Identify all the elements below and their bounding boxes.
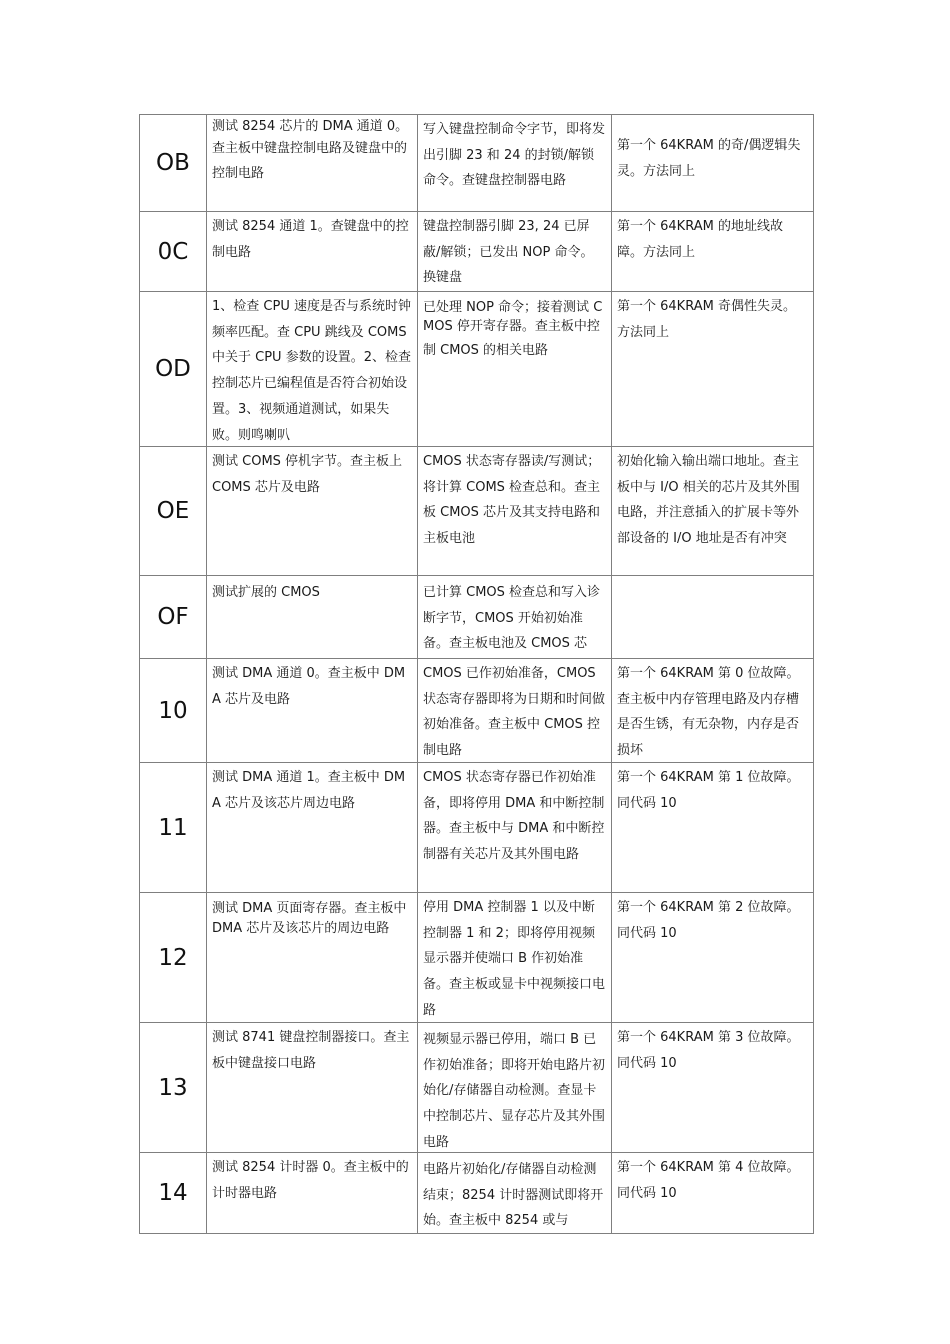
action-cell — [418, 763, 612, 893]
fault-cell — [612, 115, 814, 212]
table-row — [140, 576, 814, 659]
test-cell — [207, 447, 418, 576]
fault-cell — [612, 1023, 814, 1153]
table-row — [140, 447, 814, 576]
post-code: OF — [140, 576, 207, 659]
test-cell — [207, 1023, 418, 1153]
table-row — [140, 115, 814, 212]
fault-cell — [612, 212, 814, 292]
test-line: A 芯片及该芯片周边电路 — [212, 795, 356, 811]
action-line: 写入键盘控制命令字节，即将发出引脚 23 和 24 的封锁/解锁命令。查键盘控制器电路 — [423, 122, 606, 189]
table-row — [140, 1023, 814, 1153]
action-cell — [418, 1023, 612, 1153]
action-cell — [418, 659, 612, 763]
action-line: 视频显示器已停用，端口 B 已作初始准备；即将开始电路片初始化/存储器自动检测。查显卡中控制芯片、显存芯片及其外围电路 — [423, 1032, 606, 1150]
fault-line: 第一个 64KRAM 奇偶性失灵。方法同上 — [617, 299, 796, 340]
test-line: 测试 8254 通道 1。查键盘中的控制电路 — [212, 219, 409, 260]
test-line: 测试 8254 芯片的 DMA 通道 0。 — [212, 119, 409, 134]
post-code: OD — [140, 292, 207, 447]
fault-line: 第一个 64KRAM 第 3 位故障。同代码 10 — [617, 1030, 800, 1071]
post-code: 0C — [140, 212, 207, 292]
action-line: 已计算 CMOS 检查总和写入诊断字节，CMOS 开始初始准备。查主板电池及 CMOS 芯 — [423, 585, 601, 652]
action-line: 停用 DMA 控制器 1 以及中断控制器 1 和 2；即将停用视频显示器并使端口 B 作初始准备。查主板或显卡中视频接口电路 — [423, 900, 606, 1018]
test-line: A 芯片及电路 — [212, 691, 291, 707]
action-cell — [418, 212, 612, 292]
test-cell — [207, 292, 418, 447]
test-line: 测试 8254 计时器 0。查主板中的计时器电路 — [212, 1160, 409, 1201]
fault-cell — [612, 447, 814, 576]
post-code: 11 — [140, 763, 207, 893]
action-line: 制 CMOS 的相关电路 — [423, 343, 549, 358]
action-line: 电路片初始化/存储器自动检测结束；8254 计时器测试即将开始。查主板中 8254 或与 — [423, 1162, 604, 1229]
test-cell — [207, 893, 418, 1023]
fault-cell — [612, 292, 814, 447]
test-line: 测试 DMA 通道 0。查主板中 DM — [212, 666, 406, 681]
test-line: 1、检查 CPU 速度是否与系统时钟频率匹配。查 CPU 跳线及 COMS 中关于 CPU 参数的设置。2、检查控制芯片已编程值是否符合初始设置。3、视频通道测试，如果失败。则鸣喇叭 — [212, 299, 411, 443]
test-line: 测试 DMA 通道 1。查主板中 DM — [212, 770, 406, 785]
table-row — [140, 212, 814, 292]
action-line: 键盘控制器引脚 23, 24 已屏蔽/解锁；已发出 NOP 命令。换键盘 — [423, 219, 594, 286]
table-row — [140, 893, 814, 1023]
action-line: CMOS 状态寄存器读/写测试；将计算 COMS 检查总和。查主板 CMOS 芯片及其支持电路和主板电池 — [423, 454, 601, 547]
post-code: 10 — [140, 659, 207, 763]
fault-line: 第一个 64KRAM 第 0 位故障。查主板中内存管理电路及内存槽是否生锈，有无杂物，内存是否损坏 — [617, 666, 800, 759]
test-cell — [207, 659, 418, 763]
test-cell — [207, 763, 418, 893]
fault-line: 第一个 64KRAM 第 1 位故障。同代码 10 — [617, 770, 800, 811]
fault-cell — [612, 893, 814, 1023]
table-row — [140, 292, 814, 447]
fault-line: 第一个 64KRAM 的地址线故障。方法同上 — [617, 219, 783, 260]
test-cell — [207, 212, 418, 292]
action-cell — [418, 893, 612, 1023]
post-code: 13 — [140, 1023, 207, 1153]
test-cell — [207, 1153, 418, 1234]
test-line: 测试扩展的 CMOS — [212, 585, 320, 600]
fault-line: 第一个 64KRAM 的奇/偶逻辑失灵。方法同上 — [617, 138, 801, 179]
action-cell — [418, 115, 612, 212]
action-cell — [418, 576, 612, 659]
action-cell — [418, 447, 612, 576]
test-line: 测试 8741 键盘控制器接口。查主板中键盘接口电路 — [212, 1030, 410, 1071]
post-code: 12 — [140, 893, 207, 1023]
table-row — [140, 763, 814, 893]
fault-line: 第一个 64KRAM 第 4 位故障。同代码 10 — [617, 1160, 800, 1201]
table-row — [140, 1153, 814, 1234]
post-code: 14 — [140, 1153, 207, 1234]
test-line: 测试 DMA 页面寄存器。查主板中 — [212, 901, 407, 916]
post-code-table — [139, 114, 814, 1234]
post-code: OE — [140, 447, 207, 576]
fault-cell — [612, 763, 814, 893]
fault-line: 第一个 64KRAM 第 2 位故障。同代码 10 — [617, 900, 800, 941]
fault-cell — [612, 659, 814, 763]
fault-cell — [612, 576, 814, 659]
action-line: CMOS 状态寄存器已作初始准备，即将停用 DMA 和中断控制器。查主板中与 DMA 和中断控制器有关芯片及其外围电路 — [423, 770, 605, 863]
test-cell — [207, 576, 418, 659]
test-line: 测试 COMS 停机字节。查主板上 COMS 芯片及电路 — [212, 454, 403, 495]
fault-cell — [612, 1153, 814, 1234]
test-line: 查主板中键盘控制电路及键盘中的控制电路 — [212, 141, 408, 181]
post-code: OB — [140, 115, 207, 212]
test-cell — [207, 115, 418, 212]
fault-line: 初始化输入输出端口地址。查主板中与 I/O 相关的芯片及其外围电路，并注意插入的扩展卡等外部设备的 I/O 地址是否有冲突 — [617, 454, 800, 547]
test-line: DMA 芯片及该芯片的周边电路 — [212, 921, 390, 936]
action-line: CMOS 已作初始准备，CMOS 状态寄存器即将为日期和时间做初始准备。查主板中 CMOS 控制电路 — [423, 666, 606, 759]
table-row — [140, 659, 814, 763]
action-cell — [418, 292, 612, 447]
action-line: 已处理 NOP 命令；接着测试 C — [423, 300, 603, 315]
action-line: MOS 停开寄存器。查主板中控 — [423, 319, 600, 334]
action-cell — [418, 1153, 612, 1234]
